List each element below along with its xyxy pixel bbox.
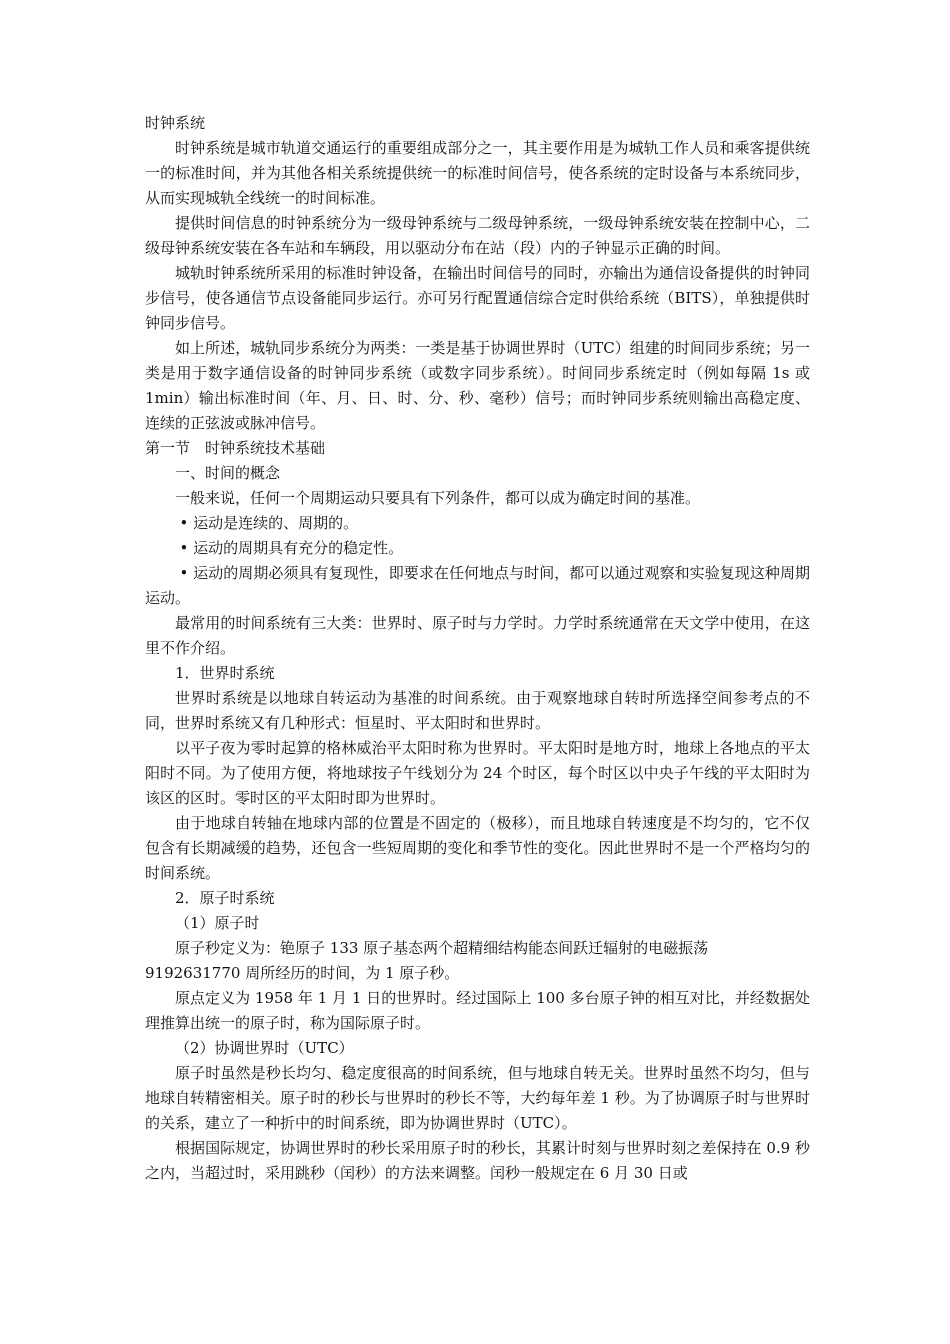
chapter-title: 时钟系统 bbox=[145, 114, 206, 132]
bullet-item-2: • 运动的周期具有充分的稳定性。 bbox=[179, 539, 404, 557]
intro-paragraph-1: 时钟系统是城市轨道交通运行的重要组成部分之一，其主要作用是为城轨工作人员和乘客提供统一的标准时间，并为其他各相关系统提供统一的标准时间信号，使各系统的定时设备与本系统同步，从而实现城轨全线统一的时间标准。 bbox=[145, 139, 810, 207]
atomic-second-line-1: 原子秒定义为：铯原子 133 原子基态两个超精细结构能态间跃迁辐射的电磁振荡 bbox=[175, 939, 709, 957]
bullet-item-3: • 运动的周期必须具有复现性，即要求在任何地点与时间，都可以通过观察和实验复现这种周期运动。 bbox=[145, 564, 810, 607]
time-basis-paragraph: 一般来说，任何一个周期运动只要具有下列条件，都可以成为确定时间的基准。 bbox=[175, 489, 701, 507]
document-page bbox=[145, 111, 810, 1186]
atomic-time-heading: （1）原子时 bbox=[175, 914, 260, 932]
intro-paragraph-4: 如上所述，城轨同步系统分为两类：一类是基于协调世界时（UTC）组建的时间同步系统；另一类是用于数字通信设备的时钟同步系统（或数字同步系统）。时间同步系统定时（例如每隔 1s 或 1min）输出标准时间（年、月、日、时、分、秒、毫秒）信号；而时钟同步系统则输出高稳定度、连续的正弦波或脉冲信号。 bbox=[145, 339, 810, 432]
atomic-origin-paragraph: 原点定义为 1958 年 1 月 1 日的世界时。经过国际上 100 多台原子钟的相互对比，并经数据处理推算出统一的原子时，称为国际原子时。 bbox=[145, 989, 810, 1032]
ut-paragraph-2: 以平子夜为零时起算的格林威治平太阳时称为世界时。平太阳时是地方时，地球上各地点的平太阳时不同。为了使用方便，将地球按子午线划分为 24 个时区，每个时区以中央子午线的平太阳时为该区的区时。零时区的平太阳时即为世界时。 bbox=[145, 739, 810, 807]
intro-paragraph-2: 提供时间信息的时钟系统分为一级母钟系统与二级母钟系统，一级母钟系统安装在控制中心，二级母钟系统安装在各车站和车辆段，用以驱动分布在站（段）内的子钟显示正确的时间。 bbox=[145, 214, 810, 257]
intro-paragraph-3: 城轨时钟系统所采用的标准时钟设备，在输出时间信号的同时，亦输出为通信设备提供的时钟同步信号，使各通信节点设备能同步运行。亦可另行配置通信综合定时供给系统（BITS），单独提供时钟同步信号。 bbox=[145, 264, 810, 332]
bullet-item-1: • 运动是连续的、周期的。 bbox=[179, 514, 359, 532]
subsection-heading-time-concept: 一、时间的概念 bbox=[175, 464, 281, 482]
atomic-system-heading: 2．原子时系统 bbox=[175, 889, 275, 907]
utc-paragraph-1: 原子时虽然是秒长均匀、稳定度很高的时间系统，但与地球自转无关。世界时虽然不均匀，但与地球自转精密相关。原子时的秒长与世界时的秒长不等，大约每年差 1 秒。为了协调原子时与世界时的关系，建立了一种折中的时间系统，即为协调世界时（UTC）。 bbox=[145, 1064, 810, 1132]
ut-system-heading: 1．世界时系统 bbox=[175, 664, 275, 682]
ut-paragraph-1: 世界时系统是以地球自转运动为基准的时间系统。由于观察地球自转时所选择空间参考点的不同，世界时系统又有几种形式：恒星时、平太阳时和世界时。 bbox=[145, 689, 810, 732]
section-heading: 第一节 时钟系统技术基础 bbox=[145, 439, 326, 457]
ut-paragraph-3: 由于地球自转轴在地球内部的位置是不固定的（极移），而且地球自转速度是不均匀的，它不仅包含有长期减缓的趋势，还包含一些短周期的变化和季节性的变化。因此世界时不是一个严格均匀的时间系统。 bbox=[145, 814, 810, 882]
utc-paragraph-2: 根据国际规定，协调世界时的秒长采用原子时的秒长，其累计时刻与世界时刻之差保持在 0.9 秒之内，当超过时，采用跳秒（闰秒）的方法来调整。闰秒一般规定在 6 月 30 日或 bbox=[145, 1139, 810, 1182]
time-systems-paragraph: 最常用的时间系统有三大类：世界时、原子时与力学时。力学时系统通常在天文学中使用，在这里不作介绍。 bbox=[145, 614, 810, 657]
atomic-second-line-2: 9192631770 周所经历的时间，为 1 原子秒。 bbox=[145, 964, 460, 982]
utc-heading: （2）协调世界时（UTC） bbox=[175, 1039, 354, 1057]
